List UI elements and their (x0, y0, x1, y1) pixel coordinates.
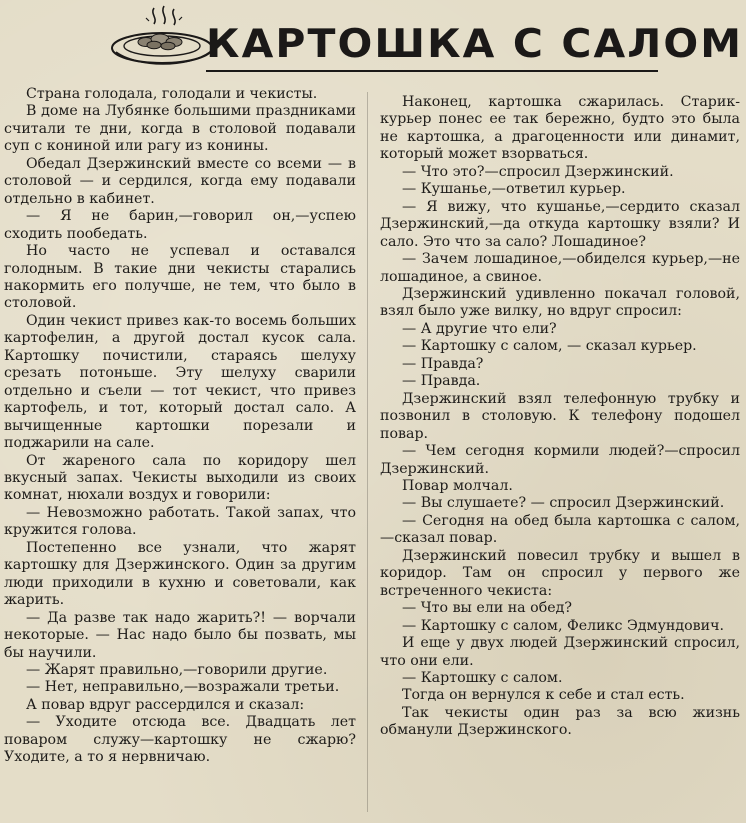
paragraph: Повар молчал. (402, 477, 513, 494)
paragraph: — Невозможно работать. Такой запах, что кружится голова. (4, 504, 356, 539)
paragraph: — Правда. (402, 373, 481, 390)
paragraph: — Уходите отсюда все. Двадцать лет поваром служу—картошку не сжарю? Уходите, а то я нервничаю. (4, 714, 356, 766)
paragraph: В доме на Лубянке большими праздниками считали те дни, когда в столовой подавали суп с кониной или рагу из конины. (4, 103, 356, 155)
paragraph: — Сегодня на обед была картошка с салом,—сказал повар. (380, 512, 740, 547)
left-column (4, 86, 356, 767)
article-header (0, 0, 746, 82)
paragraph: Но часто не успевал и оставался голодным. В такие дни чекисты старались накормить его получше, не тем, что было в столовой. (4, 243, 356, 312)
paragraph: — Что вы ели на обед? (402, 600, 572, 617)
plate-of-potatoes-icon (108, 4, 220, 70)
paragraph: Дзержинский удивленно покачал головой, взял было уже вилку, но вдруг спросил: (380, 285, 740, 320)
column-divider (367, 92, 368, 812)
paragraph: — Я вижу, что кушанье,—сердито сказал Дзержинский,—да откуда картошку взяли? И сало. Это что за сало? Лошадиное? (380, 198, 740, 250)
paragraph: — Что это?—спросил Дзержинский. (402, 163, 674, 180)
right-column (380, 94, 740, 740)
paragraph: Дзержинский повесил трубку и вышел в коридор. Там он спросил у первого же встреченного чекиста: (380, 547, 740, 599)
paragraph: — А другие что ели? (402, 320, 557, 337)
paragraph: От жареного сала по коридору шел вкусный запах. Чекисты выходили из своих комнат, нюхали воздух и говорили: (4, 452, 356, 504)
paragraph: — Чем сегодня кормили людей?—спросил Дзержинский. (380, 443, 740, 477)
paragraph: — Правда? (402, 355, 484, 372)
paragraph: Наконец, картошка сжарилась. Старик-курьер понес ее так бережно, будто это была не картошка, а драгоценности или динамит, который может взорваться. (380, 94, 740, 163)
paragraph: Один чекист привез как-то восемь больших картофелин, а другой достал кусок сала. Картошку почистили, стараясь шелуху срезать потоньше. Эту шелуху сварили отдельно и съели — тот чекист, что привез картофель, и тот, который достал сало. А вычищенные картошки порезали и поджарили на сале. (4, 312, 356, 452)
paragraph: — Я не барин,—говорил он,—успею сходить пообедать. (4, 208, 356, 242)
paragraph: Постепенно все узнали, что жарят картошку для Дзержинского. Один за другим люди приходили в кухню и советовали, как жарить. (4, 539, 356, 609)
paragraph: Обедал Дзержинский вместе со всеми — в столовой — и сердился, когда ему подавали отдельно в кабинет. (4, 155, 356, 207)
title-underline (206, 70, 658, 72)
paragraph: — Да разве так надо жарить?! — ворчали некоторые. — Нас надо было бы позвать, мы бы научили. (4, 609, 356, 661)
paragraph: Тогда он вернулся к себе и стал есть. (402, 687, 685, 704)
paragraph: — Зачем лошадиное,—обиделся курьер,—не лошадиное, а свиное. (380, 251, 740, 285)
paragraph: — Вы слушаете? — спросил Дзержинский. (402, 495, 725, 512)
article-title: КАРТОШКА С САЛОМ (206, 22, 744, 67)
paragraph: Страна голодала, голодали и чекисты. (26, 86, 318, 102)
paragraph: Дзержинский взял телефонную трубку и позвонил в столовую. К телефону подошел повар. (380, 390, 740, 442)
paragraph: — Жарят правильно,—говорили другие. (26, 661, 328, 678)
paragraph: — Картошку с салом. (402, 669, 563, 686)
paragraph: — Нет, неправильно,—возражали третьи. (26, 679, 340, 696)
paragraph: — Кушанье,—ответил курьер. (402, 181, 626, 198)
paragraph: А повар вдруг рассердился и сказал: (26, 696, 305, 713)
paragraph: — Картошку с салом, — сказал курьер. (402, 338, 697, 355)
paragraph: Так чекисты один раз за всю жизнь обманули Дзержинского. (380, 704, 740, 739)
paragraph: И еще у двух людей Дзержинский спросил, что они ели. (380, 635, 740, 669)
paragraph: — Картошку с салом, Феликс Эдмундович. (402, 617, 724, 634)
